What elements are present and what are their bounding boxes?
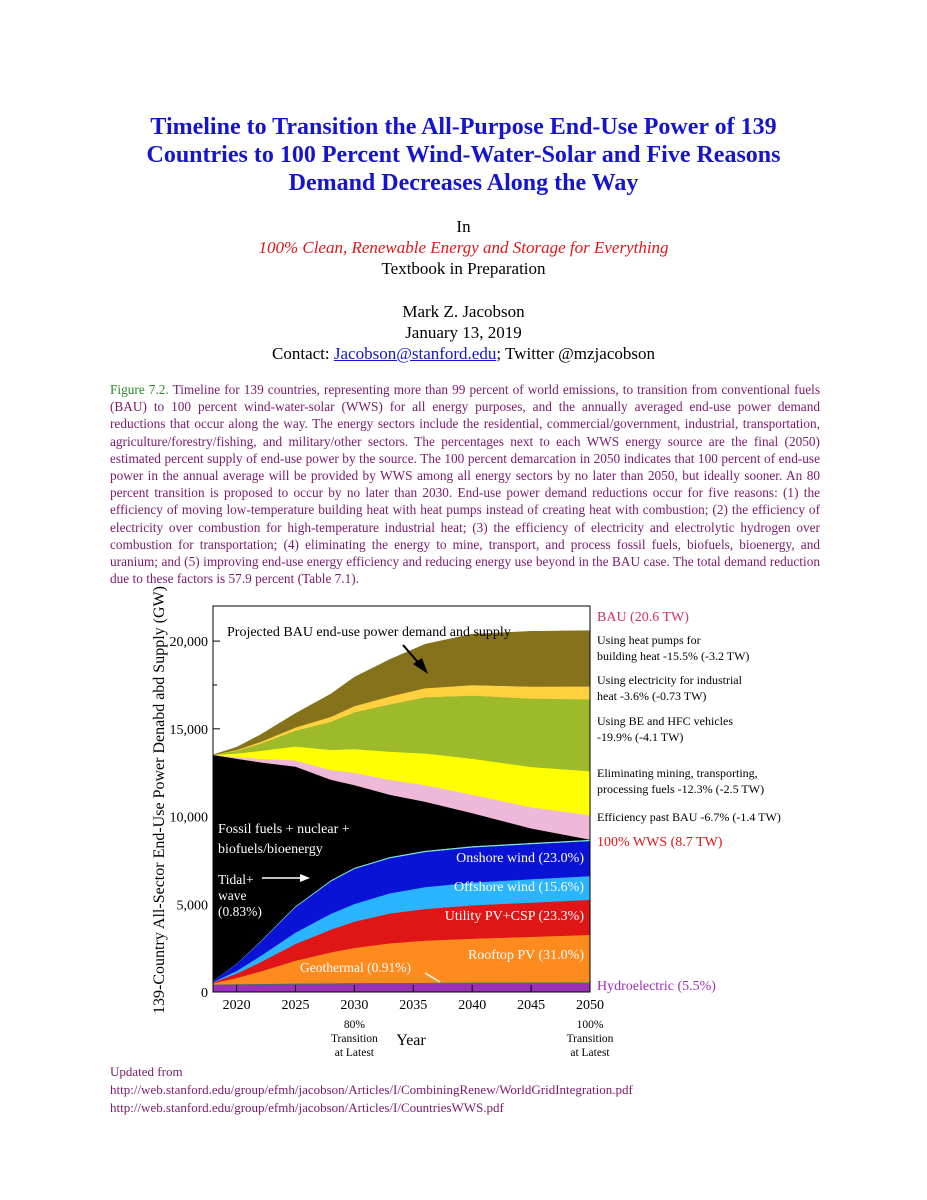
offshore-wind-label: Offshore wind (15.6%) <box>454 880 584 895</box>
reduction-label: Using heat pumps for <box>597 633 701 647</box>
reduction-label: Eliminating mining, transporting, <box>597 766 758 780</box>
x-tick-label: 2050 <box>576 998 604 1013</box>
tidal-label: Tidal+ <box>218 872 254 887</box>
transition-2050-note: 100% <box>576 1019 604 1031</box>
area-series-0 <box>213 984 590 992</box>
fossil-label: Fossil fuels + nuclear + <box>218 822 350 837</box>
date: January 13, 2019 <box>405 323 522 342</box>
y-tick-label: 10,000 <box>169 810 208 826</box>
updated-from <box>110 1063 633 1117</box>
x-tick-label: 2020 <box>222 998 251 1013</box>
x-tick-label: 2035 <box>399 998 428 1013</box>
geothermal-label: Geothermal (0.91%) <box>300 960 411 975</box>
transition-2030-note: at Latest <box>334 1047 375 1059</box>
reduction-label: Using electricity for industrial <box>597 673 742 687</box>
updated-label: Updated from <box>110 1064 183 1079</box>
tidal-label: (0.83%) <box>218 904 262 919</box>
title-line: Countries to 100 Percent Wind-Water-Solar and Five Reasons <box>146 142 781 168</box>
x-tick-label: 2025 <box>281 998 310 1013</box>
email-link[interactable]: Jacobson@stanford.edu <box>333 344 497 363</box>
transition-2050-note: Transition <box>566 1033 614 1045</box>
title-line: Timeline to Transition the All-Purpose End-Use Power of 139 <box>150 114 777 140</box>
transition-2030-note: Transition <box>330 1033 378 1045</box>
reduction-label: Efficiency past BAU -6.7% (-1.4 TW) <box>597 810 781 824</box>
book-title: 100% Clean, Renewable Energy and Storage for Everything <box>258 238 669 257</box>
contact-line: Contact: Jacobson@stanford.edu; Twitter @mzjacobson <box>272 344 655 363</box>
source-link[interactable]: http://web.stanford.edu/group/efmh/jacobson/Articles/I/CountriesWWS.pdf <box>110 1100 504 1115</box>
transition-2050-note: at Latest <box>570 1047 610 1059</box>
x-axis-label: Year <box>396 1032 426 1049</box>
figure-label: Figure 7.2. <box>110 382 169 397</box>
transition-2030-note: 80% <box>343 1019 365 1031</box>
reduction-label: -19.9% (-4.1 TW) <box>597 730 684 744</box>
author: Mark Z. Jacobson <box>402 302 525 321</box>
x-tick-label: 2045 <box>517 998 546 1013</box>
source-link[interactable]: http://web.stanford.edu/group/efmh/jacobson/Articles/I/CombiningRenew/WorldGridIntegration.pdf <box>110 1082 633 1097</box>
in-label: In <box>456 217 471 236</box>
bau-projection-label: Projected BAU end-use power demand and supply <box>227 625 511 640</box>
reduction-label: building heat -15.5% (-3.2 TW) <box>597 649 750 663</box>
y-tick-label: 0 <box>201 986 208 1001</box>
caption-text: Timeline for 139 countries, representing more than 99 percent of world emissions, to transition from conventional fuels (BAU) to 100 percent wind-water-solar (WWS) for all energy purposes, and the annually averaged end-use power demand reductions that occur along the way. The energy sectors include the residential, commercial/government, industrial, transportation, agriculture/forestry/fishing, and military/other sectors. The percentages next to each WWS energy source are the final (2050) estimated percent supply of end-use power by the source. The 100 percent demarcation in 2050 indicates that 100 percent of end-use power in the annual average will be provided by WWS among all energy sectors by no later than 2050, but ideally sooner. An 80 percent transition is proposed to occur by no later than 2030. End-use power demand reductions occur for five reasons: (1) the efficiency of moving low-temperature building heat with heat pumps instead of creating heat with combustion; (2) the efficiency of electricity over combustion for high-temperature industrial heat; (3) the efficiency of electricity and electrolytic hydrogen over combustion for transportation; (4) eliminating the energy to mine, transport, and process fossil fuels, biofuels, bioenergy, and uranium; and (5) improving end-use energy efficiency and reducing energy use beyond in the BAU case. The total demand reduction due to these factors is 57.9 percent (Table 7.1). <box>110 382 820 587</box>
chart-areas <box>213 631 590 992</box>
y-tick-label: 20,000 <box>169 635 208 651</box>
y-axis-label: 139-Country All-Sector End-Use Power Denabd abd Supply (GW) <box>151 586 168 1014</box>
x-tick-label: 2030 <box>340 998 369 1013</box>
utility-pv-label: Utility PV+CSP (23.3%) <box>444 909 584 924</box>
y-tick-label: 15,000 <box>169 722 208 738</box>
tidal-label: wave <box>218 888 247 903</box>
right-label: BAU (20.6 TW) <box>597 610 689 625</box>
onshore-wind-label: Onshore wind (23.0%) <box>456 851 584 866</box>
reduction-label: processing fuels -12.3% (-2.5 TW) <box>597 782 765 796</box>
y-tick-label: 5,000 <box>176 898 208 914</box>
title-line: Demand Decreases Along the Way <box>288 170 639 196</box>
right-labels <box>597 610 781 994</box>
book-note: Textbook in Preparation <box>381 259 546 278</box>
rooftop-pv-label: Rooftop PV (31.0%) <box>467 948 584 963</box>
right-label: 100% WWS (8.7 TW) <box>597 835 723 850</box>
right-label: Hydroelectric (5.5%) <box>597 979 716 994</box>
fossil-label: biofuels/bioenergy <box>218 842 323 857</box>
x-tick-label: 2040 <box>458 998 487 1013</box>
reduction-label: Using BE and HFC vehicles <box>597 714 733 728</box>
reduction-label: heat -3.6% (-0.73 TW) <box>597 689 707 703</box>
